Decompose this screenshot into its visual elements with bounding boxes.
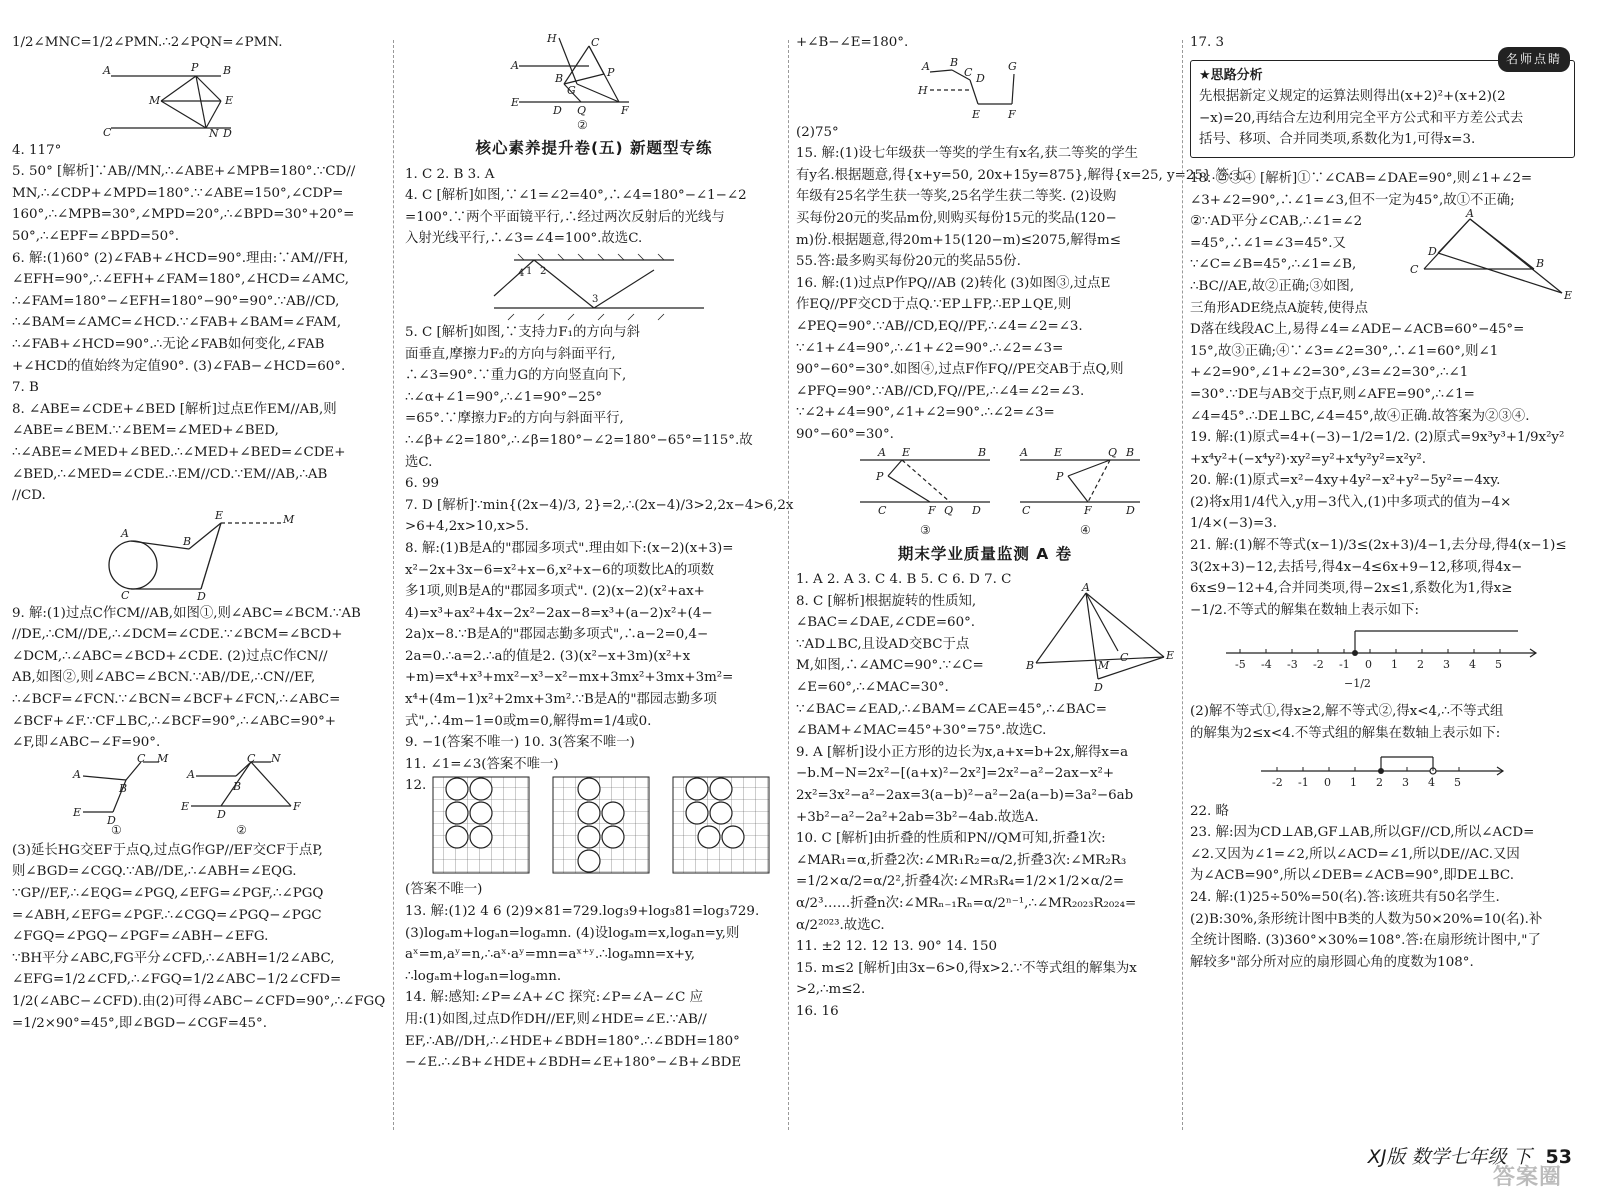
text-line: EF,∴AB//DH,∴∠HDE+∠BDH=180°.∴∠BDH=180° — [405, 1033, 740, 1049]
text-line: (3)logₐm+logₐn=logₐmn. (4)设logₐm=x,logₐn=y,则 — [405, 925, 740, 941]
text-line: ∴BC//AE,故②正确;③如图, — [1190, 278, 1355, 294]
text-line: ∴∠α+∠1=90°,∴∠1=90°−25° — [405, 389, 603, 405]
figure-label: ② — [577, 118, 588, 132]
svg-text:F: F — [1008, 107, 1016, 121]
svg-text:A: A — [1020, 445, 1028, 459]
column-2 — [405, 32, 794, 1142]
text-line: ∵∠C=∠B=45°,∴∠1=∠B, — [1190, 257, 1357, 273]
text-line: 4. C [解析]如图,∵∠1=∠2=40°,∴∠4=180°−∠1−∠2 — [405, 188, 747, 204]
text-line: ∴∠FAM=180°−∠EFH=180°−90°=90°.∵AB//CD, — [12, 293, 340, 309]
svg-text:D: D — [197, 589, 206, 603]
text-line: 160°,∴∠MPB=30°,∠MPD=20°,∴∠BPD=30°+20°= — [12, 207, 355, 223]
text-line: ∠PFQ=90°.∵AB//CD,FQ//PE,∴∠4=∠2=∠3. — [796, 383, 1085, 399]
svg-text:C: C — [964, 65, 973, 79]
text-line: 买每份20元的奖品m份,则购买每份15元的奖品(120− — [796, 210, 1117, 226]
text-line: ∵BH平分∠ABC,FG平分∠CFD,∴∠ABH=1/2∠ABC, — [12, 950, 335, 966]
text-line: 1/2(∠ABC−∠CFD).由(2)可得∠ABC−∠CFD=90°,∴∠FGQ — [12, 994, 386, 1009]
svg-text:②: ② — [236, 822, 247, 837]
svg-text:P: P — [191, 60, 199, 74]
text-line: +∠2=90°,∠1+∠2=30°,∠3=∠2=30°,∴∠1 — [1190, 365, 1469, 381]
text-line: 1. C 2. B 3. A — [405, 166, 495, 182]
axis-tick-label: -4 — [1260, 658, 1272, 672]
text-line: 16. 16 — [796, 1003, 839, 1019]
svg-text:A: A — [187, 767, 195, 781]
text-line: ∠MAR₁=α,折叠2次:∠MR₁R₂=α/2,折叠3次:∠MR₂R₃ — [796, 852, 1127, 868]
text-line: ②∵AD平分∠CAB,∴∠1=∠2 — [1190, 214, 1363, 230]
text-line: ∵GP//EF,∴∠EQG=∠PGQ,∠EFG=∠PGF,∴∠PGQ — [12, 886, 324, 902]
text-line: ∠FGQ=∠PGQ−∠PGF=∠ABH−∠EFG. — [12, 929, 269, 945]
figure-rotated-triangle — [1024, 580, 1175, 695]
text-line: ∵∠2+∠4=90°,∠1+∠2=90°.∴∠2=∠3= — [796, 405, 1055, 421]
text-line: //CD. — [12, 488, 46, 504]
number-line-1 — [1218, 623, 1548, 699]
svg-text:A: A — [922, 59, 930, 73]
text-line: ∴∠FAB+∠HCD=90°.∴无论∠FAB如何变化,∠FAB — [12, 336, 325, 352]
text-line: =100°.∵两个平面镜平行,∴经过两次反射后的光线与 — [405, 209, 725, 225]
axis-tick-label: -1 — [1297, 775, 1309, 789]
text-line: >6+4,2x>10,x>5. — [405, 519, 529, 535]
page-number: 53 — [1545, 1146, 1572, 1168]
text-line: 为∠ACB=90°,所以∠DEB=∠ACB=90°,即DE⊥BC. — [1190, 868, 1514, 884]
axis-tick-label: -5 — [1234, 658, 1246, 672]
grid-figures-row — [405, 775, 783, 879]
svg-text:A: A — [1466, 207, 1474, 221]
text-line: 20. 解:(1)原式=x²−4xy+4y²−x²+y²−5y²=−4xy. — [1190, 473, 1501, 489]
axis-tick-label: -1 — [1338, 658, 1350, 672]
svg-text:D: D — [553, 104, 562, 117]
axis-tick-label: 2 — [1416, 658, 1424, 672]
svg-text:2: 2 — [540, 265, 547, 277]
axis-tick-label: 1 — [1349, 775, 1357, 789]
text-line: 14. 解:感知:∠P=∠A+∠C 探究:∠P=∠A−∠C 应 — [405, 990, 703, 1006]
svg-text:H: H — [547, 32, 557, 45]
svg-text:E: E — [225, 93, 234, 107]
text-line: 10. C [解析]由折叠的性质和PN//QM可知,折叠1次: — [796, 831, 1106, 847]
svg-text:E: E — [1166, 648, 1175, 662]
svg-text:1: 1 — [526, 265, 533, 277]
svg-text:P: P — [1056, 469, 1064, 483]
text-line: (答案不唯一) — [405, 882, 483, 898]
text-line: +∠HCD的值始终为定值90°. (3)∠FAB−∠HCD=60°. — [12, 358, 346, 374]
text-line: 17. 3 — [1190, 35, 1225, 50]
text-line: ∴logₐm+logₐn=logₐmn. — [405, 968, 562, 984]
figure-1-and-2 — [71, 751, 331, 838]
svg-text:B: B — [233, 779, 242, 793]
text-line: 7. B — [12, 380, 39, 396]
text-line: ∠EFH=90°,∴∠EFH+∠FAM=180°,∠HCD=∠AMC, — [12, 272, 350, 288]
text-line: =1/2×90°=45°,即∠BGD−∠CGF=45°. — [12, 1015, 267, 1031]
column-divider — [1182, 40, 1183, 1130]
text-line: =30°.∵DE与AB交于点F,则∠AFE=90°,∴∠1= — [1190, 386, 1475, 402]
axis-tick-label: 0 — [1364, 658, 1372, 672]
text-line: 8. 解:(1)B是A的"郡园多项式".理由如下:(x−2)(x+3)= — [405, 540, 734, 556]
thinking-analysis-box — [1190, 51, 1575, 158]
column-divider — [393, 40, 394, 1130]
text-line: 15°,故③正确;④∵∠3=∠2=30°,∴∠1=60°,则∠1 — [1190, 343, 1499, 359]
text-line: 90°−60°=30°.如图④,过点F作FQ//PE交AB于点Q,则 — [796, 362, 1124, 378]
text-line: 18. ②③④ [解析]①∵∠CAB=∠DAE=90°,则∠1+∠2= — [1190, 170, 1533, 186]
axis-tick-label: 0 — [1323, 775, 1331, 789]
text-line: AB,如图②,则∠ABC=∠BCN.∵AB//DE,∴CN//EF, — [12, 670, 316, 686]
svg-text:A: A — [73, 767, 81, 781]
text-line: 6. 解:(1)60° (2)∠FAB+∠HCD=90°.理由:∵AM//FH, — [12, 250, 349, 266]
text-line: ∴∠3=90°.∵重力G的方向竖直向下, — [405, 368, 627, 384]
text-line: ∠BAM+∠MAC=45°+30°=75°.故选C. — [796, 723, 1047, 739]
text-line: ∠BAC=∠DAE,∠CDE=60°. — [796, 615, 976, 631]
text-line: 的解集为2≤x<4.不等式组的解集在数轴上表示如下: — [1190, 726, 1501, 742]
text-line: ∠EFG=1/2∠CFD,∴∠FGQ=1/2∠ABC−1/2∠CFD= — [12, 972, 342, 988]
text-line: MN,∴∠CDP+∠MPD=180°.∵∠ABE=150°,∠CDP= — [12, 185, 344, 201]
svg-text:A: A — [103, 63, 111, 77]
text-line: 式",∴4m−1=0或m=0,解得m=1/4或0. — [405, 713, 652, 729]
text-line: 1. A 2. A 3. C 4. B 5. C 6. D 7. C — [796, 572, 1012, 588]
svg-text:B: B — [183, 534, 192, 548]
text-line: +m)=x⁴+x³+mx²−x³−x²−mx+3mx²+3mx+3m²= — [405, 670, 734, 686]
text-line: ∠2.又因为∠1=∠2,所以∠ACD=∠1,所以DE//AC.又因 — [1190, 846, 1520, 862]
text-line: 三角形ADE绕点A旋转,使得点 — [1190, 300, 1369, 316]
text-line: 4)=x³+ax²+4x−2x²−2ax−8=x³+(a−2)x²+(4− — [405, 605, 713, 621]
text-line: ∠DCM,∴∠ABC=∠BCD+∠CDE. (2)过点C作CN// — [12, 648, 328, 664]
text-line: ∠BCF+∠F.∵CF⊥BC,∴∠BCF=90°,∴∠ABC=90°+ — [12, 713, 337, 729]
figure-mirrors — [474, 252, 714, 320]
text-line: −b.M−N=2x²−[(a+x)²−2x²]=2x²−a²−2ax−x²+ — [796, 766, 1115, 782]
text-line: 全统计图略. (3)360°×30%=108°.答:在扇形统计图中,"了 — [1190, 933, 1541, 949]
text-line: −1/2.不等式的解集在数轴上表示如下: — [1190, 602, 1420, 618]
figure-abcdefg-path — [916, 56, 1066, 120]
svg-text:E: E — [73, 805, 82, 819]
svg-text:A: A — [1082, 580, 1090, 594]
svg-text:F: F — [1084, 503, 1092, 517]
text-line: 解较多"部分所对应的扇形圆心角的度数为108°. — [1190, 954, 1474, 970]
figure-3-and-4 — [820, 445, 1150, 538]
svg-text:D: D — [1428, 245, 1437, 259]
text-line: 3(2x+3)−12,去括号,得4x−4≤6x+9−12,移项,得4x− — [1190, 559, 1523, 575]
svg-text:E: E — [181, 799, 190, 813]
text-line: 先根据新定义规定的运算法则得出(x+2)²+(x+2)(2 — [1199, 89, 1506, 105]
text-line: ∠PEQ=90°.∵AB//CD,EQ//PF,∴∠4=∠2=∠3. — [796, 318, 1083, 334]
text-line: 50°,∴∠EPF=∠BPD=50°. — [12, 228, 180, 244]
text-line: 1/2∠MNC=1/2∠PMN.∴2∠PQN=∠PMN. — [12, 35, 283, 50]
svg-text:Q: Q — [577, 104, 587, 117]
svg-text:D: D — [972, 503, 981, 517]
text-line: 22. 略 — [1190, 803, 1229, 819]
svg-text:①: ① — [111, 822, 122, 837]
text-line: D落在线段AC上,易得∠4=∠ADE−∠ACB=60°−45°= — [1190, 322, 1525, 338]
text-line: 6. 99 — [405, 476, 440, 492]
svg-text:C: C — [247, 751, 256, 765]
svg-text:B: B — [978, 445, 987, 459]
text-line: ∵AD⊥BC,且设AD交BC于点 — [796, 636, 970, 652]
svg-text:G: G — [567, 84, 576, 97]
text-line: 21. 解:(1)解不等式(x−1)/3≤(2x+3)/4−1,去分母,得4(x−1)≤ — [1190, 538, 1567, 554]
axis-tick-label: 3 — [1442, 658, 1450, 672]
svg-text:E: E — [1054, 445, 1063, 459]
text-line: 90°−60°=30°. — [796, 426, 894, 442]
svg-text:N: N — [271, 751, 281, 765]
text-line: 23. 解:因为CD⊥AB,GF⊥AB,所以GF//CD,所以∠ACD= — [1190, 825, 1535, 841]
figure-label: ③ — [920, 522, 931, 537]
text-line: 24. 解:(1)25÷50%=50(名).答:该班共有50名学生. — [1190, 890, 1500, 905]
column-divider — [788, 40, 789, 1130]
svg-text:A: A — [121, 526, 129, 540]
svg-text:M: M — [283, 512, 295, 526]
text-line: 16. 解:(1)过点P作PQ//AB (2)转化 (3)如图③,过点E — [796, 275, 1111, 291]
text-line: 8. ∠ABE=∠CDE+∠BED [解析]过点E作EM//AB,则 — [12, 401, 337, 417]
text-line: (2)75° — [796, 124, 839, 140]
svg-text:D: D — [217, 807, 226, 821]
svg-text:D: D — [1126, 503, 1135, 517]
svg-text:F: F — [928, 503, 936, 517]
text-line: x²−2x+3x−6=x²+x−6,x²+x−6的项数比A的项数 — [405, 562, 714, 578]
text-line: +3b²−a²−2a²+2ab=3b²−4ab.故选A. — [796, 809, 1039, 825]
text-line: +∠B−∠E=180°. — [796, 35, 909, 50]
svg-text:D: D — [223, 126, 232, 140]
svg-text:D: D — [1094, 680, 1103, 694]
svg-text:A: A — [511, 59, 519, 72]
text-line: ∠BED,∴∠MED=∠CDE.∴EM//CD.∵EM//AB,∴AB — [12, 466, 328, 482]
text-line: 入射光线平行,∴∠3=∠4=100°.故选C. — [405, 231, 643, 247]
svg-text:F: F — [293, 799, 301, 813]
svg-text:C: C — [878, 503, 887, 517]
axis-tick-label: 5 — [1453, 775, 1461, 789]
text-line: ∴∠ABE=∠MED+∠BED.∴∠MED+∠BED=∠CDE+ — [12, 444, 346, 460]
svg-text:E: E — [972, 107, 981, 121]
text-line: ∴∠BAM=∠AMC=∠HCD.∵∠FAB+∠BAM=∠FAM, — [12, 315, 342, 331]
figure-hg-triangle — [509, 34, 679, 132]
text-line: M,如图,∴∠AMC=90°.∵∠C= — [796, 658, 984, 674]
text-line: =∠ABH,∠EFG=∠PGF.∴∠CGQ=∠PGQ−∠PGC — [12, 907, 322, 923]
axis-tick-label: 4 — [1468, 658, 1476, 672]
svg-text:C: C — [103, 125, 112, 139]
text-line: ∵∠1+∠4=90°,∴∠1+∠2=90°.∴∠2=∠3= — [796, 340, 1064, 356]
svg-text:G: G — [1008, 59, 1017, 73]
axis-tick-label: -2 — [1312, 658, 1324, 672]
axis-tick-label: 5 — [1494, 658, 1502, 672]
svg-text:M: M — [1098, 658, 1110, 672]
text-line: 4. 117° — [12, 142, 62, 158]
svg-text:B: B — [1126, 445, 1135, 459]
column-4 — [1190, 32, 1575, 1142]
svg-text:Q: Q — [944, 503, 954, 517]
svg-text:C: C — [1022, 503, 1031, 517]
teacher-tip-badge: 名师点睛 — [1498, 47, 1570, 73]
text-line: 2a=0.∴a=2.∴a的值是2. (3)(x²−x+3m)(x²+x — [405, 648, 691, 664]
svg-text:H: H — [918, 83, 928, 97]
text-line: 9. A [解析]设小正方形的边长为x,a+x=b+2x,解得x=a — [796, 744, 1129, 760]
text-line: 11. ±2 12. 12 13. 90° 14. 150 — [796, 939, 998, 955]
text-line: aˣ=m,aʸ=n,∴aˣ·aʸ=mn=aˣ⁺ʸ.∴logₐmn=x+y, — [405, 947, 696, 963]
svg-text:B: B — [223, 63, 232, 77]
axis-tick-label: 1 — [1390, 658, 1398, 672]
text-line: (2)B:30%,条形统计图中B类的人数为50×20%=10(名).补 — [1190, 911, 1543, 927]
text-line: 面垂直,摩擦力F₂的方向与斜面平行, — [405, 346, 616, 362]
text-line: 15. m≤2 [解析]由3x−6>0,得x>2.∵不等式组的解集为x — [796, 960, 1137, 976]
text-line: −x)=20,再结合左边利用完全平方公式和平方差公式去 — [1199, 110, 1524, 126]
number-line-2 — [1253, 747, 1513, 799]
text-line: 8. C [解析]根据旋转的性质知, — [796, 593, 977, 609]
text-line: ∠F,即∠ABC−∠F=90°. — [12, 735, 161, 751]
box-title: ★思路分析 — [1199, 67, 1263, 83]
text-line: 有y名.根据题意,得{x+y=50, 20x+15y=875},解得{x=25, y=25}.答:七 — [796, 167, 1247, 183]
axis-mark-label: −1/2 — [1343, 677, 1371, 691]
figure-parallel-mn — [101, 56, 301, 138]
text-line: −∠E.∴∠B+∠HDE+∠BDH=∠E+180°−∠B+∠BDE — [405, 1055, 742, 1071]
svg-text:C: C — [137, 751, 146, 765]
axis-tick-label: 3 — [1401, 775, 1409, 789]
text-line: =45°,∴∠1=∠3=45°.又 — [1190, 235, 1346, 251]
svg-text:M: M — [149, 93, 161, 107]
svg-text:A: A — [878, 445, 886, 459]
text-line: m)份.根据题意,得20m+15(120−m)≤2075,解得m≤ — [796, 232, 1121, 248]
text-line: ∠3+∠2=90°,∴∠1=∠3,但不一定为45°,故①不正确; — [1190, 192, 1515, 208]
text-line: 1/4×(−3)=3. — [1190, 516, 1277, 532]
text-line: 12. — [405, 778, 427, 794]
text-line: 作EQ//PF交CD于点Q.∵EP⊥FP,∴EP⊥QE,则 — [796, 297, 1072, 313]
svg-text:B: B — [1026, 658, 1035, 672]
svg-text:B: B — [555, 72, 564, 85]
text-line: 11. ∠1=∠3(答案不唯一) — [405, 756, 559, 772]
figure-triangle-ade — [1408, 207, 1573, 303]
section-title: 核心素养提升卷(五) 新题型专练 — [475, 139, 713, 157]
text-line: ∴∠BCF=∠FCN.∵∠BCN=∠BCF+∠FCN,∴∠ABC= — [12, 692, 341, 708]
svg-text:P: P — [607, 66, 615, 79]
figure-circle-abcde — [91, 509, 311, 601]
svg-text:E: E — [1564, 289, 1573, 303]
text-line: 19. 解:(1)原式=4+(−3)−1/2=1/2. (2)原式=9x³y³+1/9x²y² — [1190, 430, 1565, 446]
axis-tick-label: -3 — [1286, 658, 1298, 672]
text-line: 年级有25名学生获一等奖,25名学生获二等奖. (2)设购 — [796, 189, 1117, 205]
text-line: =65°.∵摩擦力F₂的方向与斜面平行, — [405, 411, 624, 427]
svg-text:3: 3 — [592, 293, 599, 305]
text-line: 9. 解:(1)过点C作CM//AB,如图①,则∠ABC=∠BCM.∵AB — [12, 605, 361, 621]
text-line: 5. C [解析]如图,∵支持力F₁的方向与斜 — [405, 324, 640, 340]
text-line: =1/2×α/2=α/2²,折叠4次:∠MR₃R₄=1/2×1/2×α/2= — [796, 874, 1125, 890]
svg-text:N: N — [209, 126, 219, 140]
text-line: +x⁴y²+(−x⁴y²)·xy²=y²+x⁴y²y²=x²y². — [1190, 451, 1427, 467]
svg-text:C: C — [121, 588, 130, 602]
text-line: 13. 解:(1)2 4 6 (2)9×81=729.log₃9+log₃81=log₃729. — [405, 904, 760, 920]
text-line: x⁴+(4m−1)x²+2mx+3m².∵B是A的"郡园志勤多项 — [405, 692, 717, 708]
triangle-block — [1190, 207, 1575, 319]
text-line: 2a)x−8.∵B是A的"郡园志勤多项式",∴a−2=0,4− — [405, 627, 709, 643]
text-line: ∠4=45°.∴DE⊥BC,∠4=45°,故④正确.故答案为②③④. — [1190, 408, 1530, 424]
text-line: 选C. — [405, 454, 433, 470]
book-label: XJ版 数学七年级 下 — [1367, 1146, 1532, 1168]
svg-text:P: P — [876, 469, 884, 483]
axis-tick-label: 4 — [1427, 775, 1435, 789]
column-1 — [12, 32, 390, 1142]
text-line: 则∠BGD=∠CGQ.∵AB//DE,∴∠ABH=∠EQG. — [12, 864, 297, 880]
section-title: 期末学业质量监测 A 卷 — [897, 544, 1073, 563]
text-line: 55.答:最多购买每份20元的奖品55份. — [796, 254, 1021, 270]
svg-text:B: B — [119, 781, 128, 795]
text-line: 6x≤9−12+4,合并同类项,得−2x≤1,系数化为1,得x≥ — [1190, 581, 1513, 597]
svg-text:E: E — [902, 445, 911, 459]
text-line: 7. D [解析]∵min{(2x−4)/3, 2}=2,∴(2x−4)/3>2,2x−4>6,2x — [405, 497, 794, 513]
svg-text:B: B — [1536, 257, 1545, 271]
text-line: 括号、移项、合并同类项,系数化为1,可得x=3. — [1199, 132, 1476, 148]
text-line: 5. 50° [解析]∵AB//MN,∴∠ABE+∠MPB=180°.∵CD// — [12, 164, 356, 180]
text-line: 2x²=3x²−a²−2ax=3(a−b)²−a²−2a(a−b)=3a²−6ab — [796, 788, 1134, 804]
svg-text:C: C — [1120, 650, 1129, 664]
svg-text:M: M — [157, 751, 169, 765]
svg-text:Q: Q — [1108, 445, 1118, 459]
svg-text:F: F — [621, 104, 629, 117]
svg-text:D: D — [107, 813, 116, 827]
svg-text:B: B — [950, 55, 959, 69]
text-line: (3)延长HG交EF于点Q,过点G作GP//EF交CF于点P, — [12, 842, 323, 858]
text-line: ∴∠β+∠2=180°,∴∠β=180°−∠2=180°−65°=115°.故 — [405, 432, 753, 448]
figure-label: ④ — [1080, 522, 1091, 537]
svg-text:C: C — [591, 36, 600, 49]
text-line: 多1项,则B是A的"郡园多项式". (2)(x−2)(x²+ax+ — [405, 584, 705, 600]
svg-text:D: D — [976, 71, 985, 85]
text-line: //DE,∴CM//DE,∴∠DCM=∠CDE.∵∠BCM=∠BCD+ — [12, 627, 343, 643]
svg-text:C: C — [1410, 263, 1419, 277]
text-line: 15. 解:(1)设七年级获一等奖的学生有x名,获二等奖的学生 — [796, 146, 1139, 162]
svg-text:E: E — [215, 508, 224, 522]
text-line: (2)将x用1/4代入,y用−3代入,(1)中多项式的值为−4× — [1190, 494, 1512, 510]
text-line: ∵∠BAC=∠EAD,∴∠BAM=∠CAE=45°,∴∠BAC= — [796, 701, 1107, 717]
svg-text:E: E — [511, 96, 520, 109]
text-line: 9. −1(答案不唯一) 10. 3(答案不唯一) — [405, 735, 635, 751]
svg-text:4: 4 — [518, 267, 525, 279]
text-line: ∠ABE=∠BEM.∵∠BEM=∠MED+∠BED, — [12, 423, 279, 439]
text-line: (2)解不等式①,得x≥2,解不等式②,得x<4,∴不等式组 — [1190, 704, 1504, 720]
watermark-logo: 答案圈 — [1492, 1165, 1562, 1190]
axis-tick-label: -2 — [1271, 775, 1283, 789]
text-line: ∠E=60°,∴∠MAC=30°. — [796, 680, 949, 696]
text-line: 用:(1)如图,过点D作DH//EF,则∠HDE=∠E.∵AB// — [405, 1012, 707, 1027]
text-line: >2,∴m≤2. — [796, 982, 866, 998]
figure-circle-grids — [431, 775, 771, 879]
text-line: α/2²⁰²³.故选C. — [796, 917, 885, 933]
text-line: α/2³……折叠n次:∠MRₙ₋₁Rₙ=α/2ⁿ⁻¹,∴∠MR₂₀₂₃R₂₀₂₄= — [796, 896, 1137, 911]
axis-tick-label: 2 — [1375, 775, 1383, 789]
